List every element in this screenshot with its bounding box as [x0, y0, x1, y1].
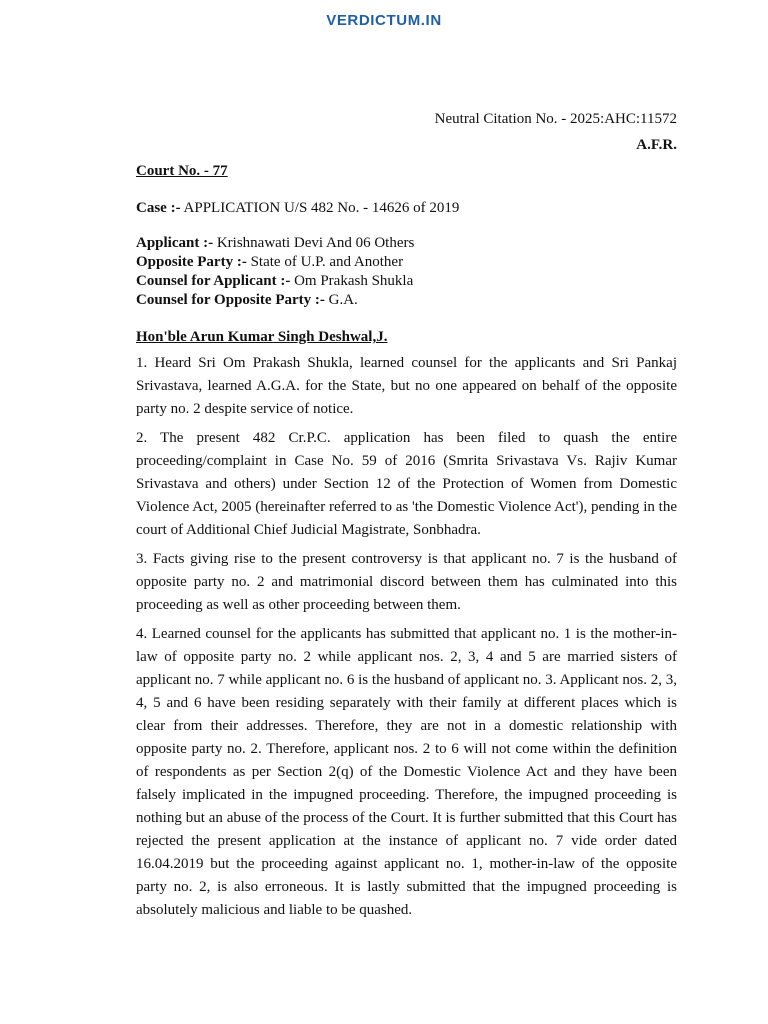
counsel-applicant-value: Om Prakash Shukla — [294, 273, 414, 289]
opposite-party-value: State of U.P. and Another — [250, 254, 404, 270]
paragraph-1: 1. Heard Sri Om Prakash Shukla, learned counsel for the applicants and Sri Pankaj Srivastava, learned A.G.A. for the State, but no one appeared on behalf of the opposite party no. 2 despite service of notice. — [136, 355, 677, 417]
neutral-citation: Neutral Citation No. - 2025:AHC:11572 — [434, 111, 677, 127]
opposite-party-label: Opposite Party :- — [136, 254, 247, 270]
counsel-opposite-line — [136, 291, 677, 310]
paragraph-4: 4. Learned counsel for the applicants has submitted that applicant no. 1 is the mother-in-law of opposite party no. 2 while applicant nos. 2, 3, 4 and 5 are married sisters of applicant no. 7 while applicant no. 6 is the husband of applicant no. 3. Applicant nos. 2, 3, 4, 5 and 6 have been residing separately with their family at different places which is clear from their addresses. Therefore, they are not in a domestic relationship with opposite party no. 2. Therefore, applicant nos. 2 to 6 will not come within the definition of respondents as per Section 2(q) of the Domestic Violence Act and they have been falsely implicated in the impugned proceeding. Therefore, the impugned proceeding is nothing but an abuse of the process of the Court. It is further submitted that this Court has rejected the present application at the instance of applicant no. 7 vide order dated 16.04.2019 but the proceeding against applicant no. 1, mother-in-law of the opposite party no. 2, is also erroneous. It is lastly submitted that the impugned proceeding is absolutely malicious and liable to be quashed. — [136, 626, 677, 918]
court-number: Court No. - 77 — [136, 163, 228, 179]
applicant-line — [136, 234, 677, 253]
case-line — [136, 197, 677, 219]
counsel-opposite-value: G.A. — [328, 292, 358, 308]
counsel-applicant-line — [136, 272, 677, 291]
watermark-logo: VERDICTUM.IN — [326, 12, 442, 29]
parties-block — [136, 234, 677, 310]
paragraph-3: 3. Facts giving rise to the present controversy is that applicant no. 7 is the husband of opposite party no. 2 and matrimonial discord between them has culminated into this proceeding as well as other proceeding between them. — [136, 551, 677, 613]
judge-name: Hon'ble Arun Kumar Singh Deshwal,J. — [136, 329, 388, 345]
applicant-value: Krishnawati Devi And 06 Others — [216, 235, 415, 251]
afr-marker: A.F.R. — [636, 137, 677, 153]
case-label: Case :- — [136, 200, 181, 216]
paragraph-2: 2. The present 482 Cr.P.C. application has been filed to quash the entire proceeding/complaint in Case No. 59 of 2016 (Smrita Srivastava Vs. Rajiv Kumar Srivastava and others) under Section 12 of the Protection of Women from Domestic Violence Act, 2005 (hereinafter referred to as 'the Domestic Violence Act'), pending in the court of Additional Chief Judicial Magistrate, Sonbhadra. — [136, 430, 677, 538]
judgment-page — [136, 108, 677, 928]
counsel-applicant-label: Counsel for Applicant :- — [136, 273, 291, 289]
applicant-label: Applicant :- — [136, 235, 214, 251]
opposite-party-line — [136, 253, 677, 272]
case-value: APPLICATION U/S 482 No. - 14626 of 2019 — [183, 200, 460, 216]
counsel-opposite-label: Counsel for Opposite Party :- — [136, 292, 325, 308]
